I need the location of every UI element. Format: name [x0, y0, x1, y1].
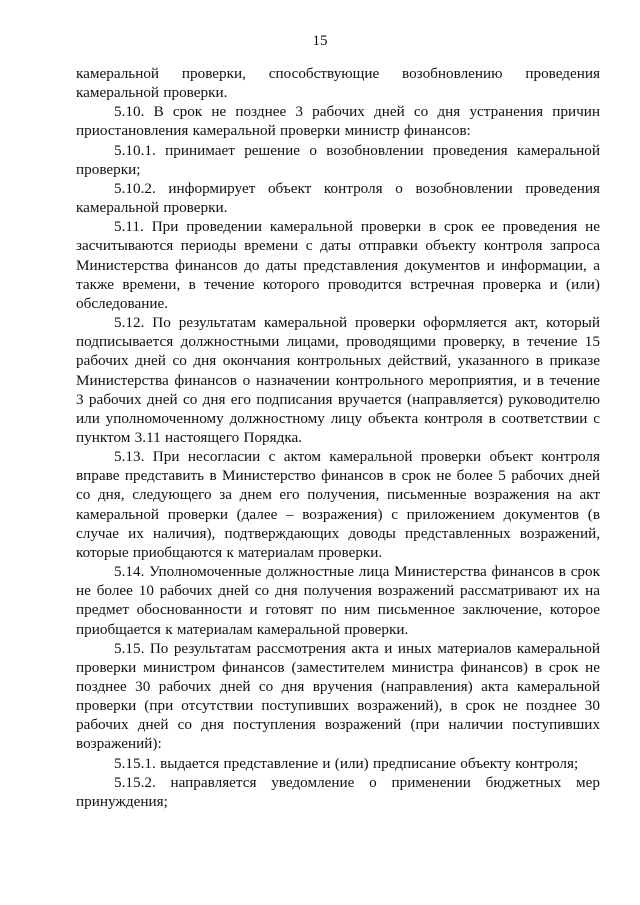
paragraph-continuation: камеральной проверки, способствующие возобновлению проведения камеральной проверки.	[76, 65, 600, 102]
paragraph-5-15-2: 5.15.2. направляется уведомление о применении бюджетных мер принуждения;	[76, 773, 600, 810]
document-body	[76, 64, 600, 811]
paragraph-5-10: 5.10. В срок не позднее 3 рабочих дней со дня устранения причин приостановления камеральной проверки министр финансов:	[76, 103, 600, 140]
paragraph-5-13: 5.13. При несогласии с актом камеральной проверки объект контроля вправе представить в Министерство финансов в срок не более 5 рабочих дней со дня, следующего за днем его получения, письменные возражения на акт камеральной проверки (далее – возражения) с приложением документов (в случае их наличия), подтверждающих доводы представленных возражений, которые приобщаются к материалам проверки.	[76, 448, 600, 561]
paragraph-5-14: 5.14. Уполномоченные должностные лица Министерства финансов в срок не более 10 рабочих дней со дня получения возражений рассматривают их на предмет обоснованности и готовят по ним письменное заключение, которое приобщается к материалам камеральной проверки.	[76, 563, 600, 638]
paragraph-5-15: 5.15. По результатам рассмотрения акта и иных материалов камеральной проверки министром финансов (заместителем министра финансов) в срок не позднее 30 рабочих дней со дня вручения (направления) акта камеральной проверки (при отсутствии поступивших возражений), в срок не позднее 30 рабочих дней со дня поступления возражений (при наличии поступивших возражений):	[76, 639, 600, 753]
paragraph-5-10-2: 5.10.2. информирует объект контроля о возобновлении проведения камеральной проверки.	[76, 179, 600, 217]
paragraph-5-15-1: 5.15.1. выдается представление и (или) предписание объекту контроля;	[114, 754, 579, 772]
paragraph-5-12: 5.12. По результатам камеральной проверки оформляется акт, который подписывается должностными лицами, проводящими проверку, в течение 15 рабочих дней со дня окончания контрольных действий, указанного в приказе Министерства финансов о назначении контрольного мероприятия, и в течение 3 рабочих дней со дня его подписания вручается (направляется) руководителю или уполномоченному должностному лицу объекта контроля в соответствии с пунктом 3.11 настоящего Порядка.	[76, 314, 600, 446]
paragraph-5-11: 5.11. При проведении камеральной проверки в срок ее проведения не засчитываются периоды времени с даты отправки объекту контроля запроса Министерства финансов до даты представления документов и информации, а также времени, в течение которого проводится встречная проверка и (или) обследование.	[76, 218, 600, 312]
paragraph-5-10-1: 5.10.1. принимает решение о возобновлении проведения камеральной проверки;	[76, 141, 600, 178]
page-number: 15	[312, 33, 328, 49]
